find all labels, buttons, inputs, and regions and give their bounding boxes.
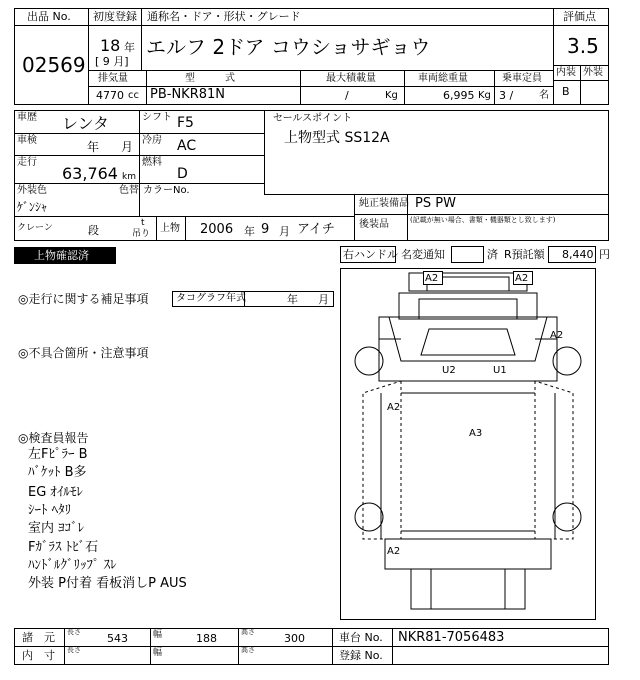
sales-point: 上物型式 SS12A [284, 130, 390, 146]
first-reg-label: 初度登録 [93, 10, 137, 23]
width-value: 188 [196, 632, 217, 645]
aftermarket-note: (記載が無い場合、書類・機器類とし致します) [410, 216, 556, 224]
recycle-fee-label: R預託額 [504, 248, 545, 261]
inspector-line: 左Fﾋﾟﾗｰ B [28, 447, 88, 462]
first-reg-month: [ 9 月] [95, 55, 129, 68]
damage-mark: A2 [425, 273, 439, 284]
damage-mark: U1 [493, 365, 507, 376]
inspector-label: ◎検査員報告 [18, 431, 89, 445]
length-value: 543 [107, 632, 128, 645]
capacity-unit: 名 [539, 90, 549, 101]
name-change-box [451, 246, 484, 263]
equipment-label: 純正装備品 [359, 198, 409, 209]
mileage-unit: km [122, 172, 136, 182]
crane-ton-unit: t [141, 218, 145, 228]
damage-mark: A3 [469, 428, 483, 439]
gross-weight-label: 車両総重量 [418, 73, 468, 84]
shift: F5 [177, 115, 194, 131]
chassis-no: NKR81-7056483 [398, 630, 505, 645]
recycle-deposit-label: 済 [487, 248, 498, 261]
crane-stage-unit: 段 [88, 224, 99, 237]
displacement-label: 排気量 [98, 73, 128, 84]
year-unit: 年 [124, 41, 135, 54]
defects-label: ◎不具合箇所・注意事項 [18, 346, 149, 360]
ac: AC [177, 138, 197, 154]
body-label: 上物 [160, 223, 180, 234]
damage-mark: A2 [387, 546, 401, 557]
interior-dims-label: 内 寸 [22, 649, 55, 662]
inspector-line: Fｶﾞﾗｽ ﾄﾋﾞ石 [28, 540, 99, 555]
damage-mark: U2 [442, 365, 456, 376]
interior-width-label: 幅 [153, 648, 163, 658]
recycle-fee: 8,440 [562, 248, 594, 261]
interior-height-label: 高さ [241, 646, 255, 654]
car-name-label: 通称名・ドア・形状・グレード [147, 10, 301, 23]
capacity: 3 / [499, 89, 514, 102]
inspector-line: ﾊﾝﾄﾞﾙｸﾞﾘｯﾌﾟ ｽﾚ [28, 558, 117, 573]
ext-color-label: 外装色 [17, 185, 47, 196]
gross-weight: 6,995 [443, 89, 475, 102]
car-name: エルフ 2ドア コウショサギョウ [146, 35, 431, 59]
capacity-label: 乗車定員 [502, 73, 542, 84]
tacho-year-unit: 年 [287, 293, 298, 306]
body-year-unit: 年 [244, 225, 255, 238]
inspector-line: 外装 P付着 看板消しP AUS [28, 576, 187, 591]
truck-diagram [340, 268, 596, 620]
width-label: 幅 [153, 630, 163, 640]
interior-length-label: 長さ [67, 646, 81, 654]
body-month: 9 [261, 222, 270, 237]
max-load: / [345, 89, 349, 102]
inspection-month-unit: 月 [121, 140, 134, 154]
chassis-no-label: 車台 No. [339, 631, 383, 644]
ac-label: 冷房 [142, 135, 162, 146]
color-no-label: カラーNo. [143, 185, 190, 196]
grade-value: 3.5 [567, 34, 599, 58]
first-reg-year: 18 [100, 36, 121, 55]
damage-mark: A2 [387, 402, 401, 413]
history: レンタ [62, 114, 109, 133]
interior-grade-label: 内装 [556, 67, 576, 78]
inspector-line: ｼｰﾄ ﾍﾀﾘ [28, 503, 72, 518]
crane-lift-unit: 吊り [132, 229, 151, 239]
model: PB-NKR81N [150, 87, 225, 102]
shift-label: シフト [142, 112, 172, 123]
height-value: 300 [284, 632, 305, 645]
max-load-unit: Kg [385, 90, 398, 101]
displacement-unit: cc [128, 90, 139, 101]
interior-grade: B [562, 85, 570, 98]
reg-no-label: 登録 No. [339, 649, 383, 662]
aftermarket-label: 後装品 [359, 219, 389, 230]
dims-label: 諸 元 [22, 631, 55, 644]
sales-point-label: セールスポイント [273, 113, 353, 124]
inspector-line: EG ｵｲﾙﾓﾚ [28, 485, 83, 500]
color-change-label: 色替 [119, 185, 139, 196]
inspection-year-unit: 年 [87, 140, 100, 154]
body-year: 2006 [200, 222, 234, 237]
ext-color: ｹﾞﾝｼｬ [17, 200, 48, 214]
inspector-line: ﾊﾞｹｯﾄ B多 [28, 465, 87, 480]
rhd: 右ハンドル [343, 248, 398, 261]
truck-outline-svg [341, 269, 595, 619]
model-label: 型 式 [185, 73, 235, 84]
crane-label: クレーン [17, 223, 53, 233]
body-month-unit: 月 [279, 225, 290, 238]
tacho-month-unit: 月 [318, 293, 329, 306]
displacement: 4770 [96, 89, 124, 102]
tacho-label: タコグラフ年式 [176, 293, 246, 304]
recycle-fee-unit: 円 [599, 248, 610, 261]
max-load-label: 最大積載量 [326, 73, 376, 84]
exterior-grade-label: 外装 [583, 67, 603, 78]
damage-mark: A2 [515, 273, 529, 284]
inspection-label: 車検 [17, 135, 37, 146]
fuel-label: 燃料 [142, 157, 162, 168]
equipment: PS PW [415, 196, 456, 211]
fuel: D [177, 166, 188, 182]
name-change-label: 名変通知 [401, 248, 445, 261]
body-check-banner [14, 247, 116, 264]
body-check-banner-text: 上物確認済 [34, 249, 89, 262]
history-label: 車歴 [17, 112, 37, 123]
grade-label: 評価点 [563, 10, 596, 23]
body-maker: アイチ [297, 222, 335, 237]
damage-mark: A2 [550, 330, 564, 341]
mark-box [513, 271, 533, 285]
supplement-label: ◎走行に関する補足事項 [18, 292, 149, 306]
mileage: 63,764 [62, 164, 118, 183]
lot-no-label: 出品 No. [27, 10, 71, 23]
gross-weight-unit: Kg [478, 90, 491, 101]
mark-box [423, 271, 443, 285]
length-label: 長さ [67, 628, 81, 636]
height-label: 高さ [241, 628, 255, 636]
inspector-line: 室内 ﾖｺﾞﾚ [28, 521, 85, 536]
lot-no: 02569 [22, 53, 86, 77]
mileage-label: 走行 [17, 157, 37, 168]
